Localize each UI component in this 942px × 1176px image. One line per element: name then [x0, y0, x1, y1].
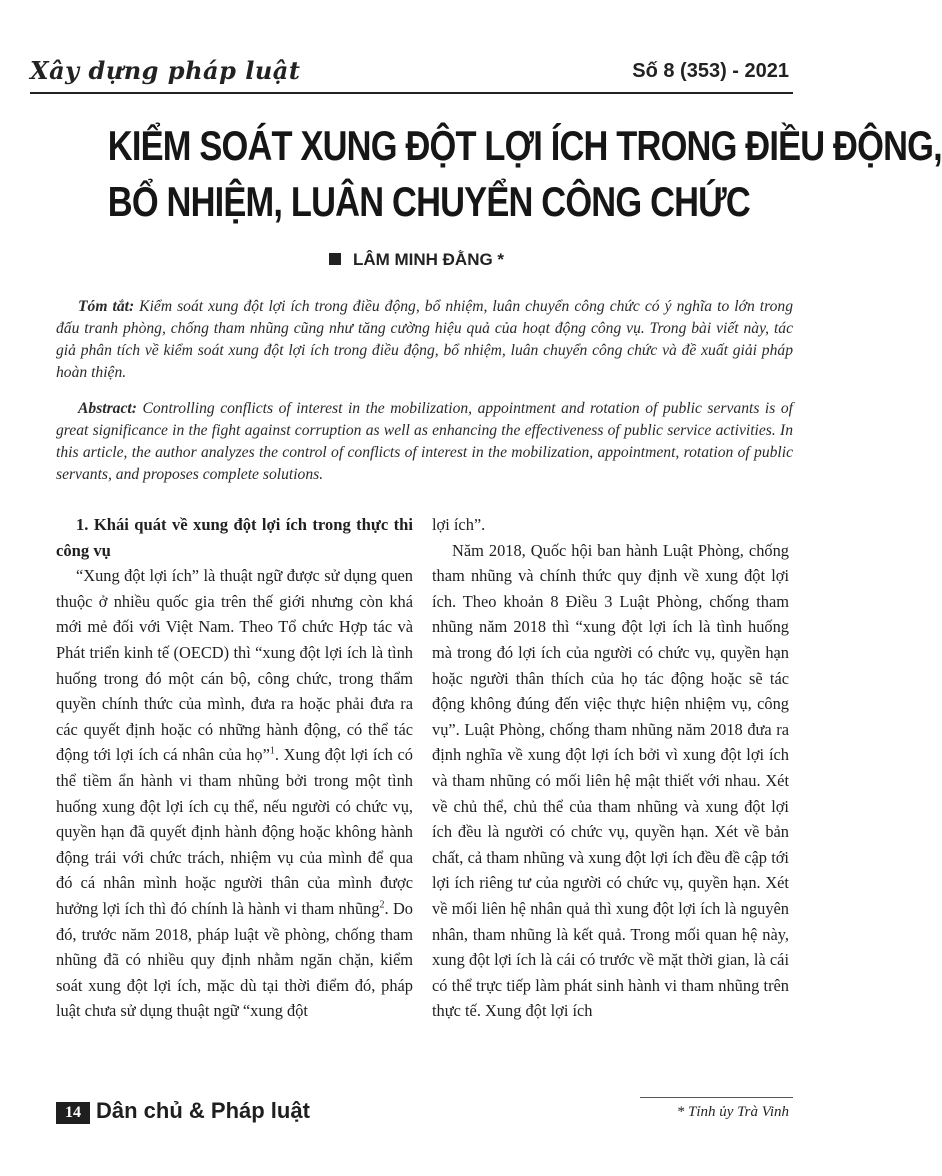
- author-footnote: * Tỉnh ủy Trà Vinh: [676, 1104, 789, 1120]
- body-paragraph: [56, 563, 413, 1024]
- footnote-ref-2: 2: [379, 899, 385, 911]
- author-line: [0, 250, 833, 270]
- paragraph-text: . Xung đột lợi ích có thể tiềm ẩn hành vi tham nhũng bởi trong một tình huống xung đột lợi ích cụ thể, nếu người có chức vụ, quyền hạn đã quyết định hành động hoặc không hành động trái với chức trách, nhiệm vụ của mình để qua đó cá nhân mình hoặc người thân của mình được hưởng lợi ích thì đó chính là hành vi tham nhũng: [56, 745, 413, 918]
- body-paragraph: lợi ích”.: [432, 515, 486, 534]
- abstract-english: [56, 398, 793, 486]
- issue-number: Số 8 (353) - 2021: [632, 60, 789, 82]
- magazine-name: Xây dựng pháp luật: [30, 56, 301, 85]
- footnote-divider: [640, 1097, 793, 1098]
- abstract-vietnamese: [56, 296, 793, 384]
- paragraph-text: . Do đó, trước năm 2018, pháp luật về phòng, chống tham nhũng đã có nhiều quy định nhằm ngăn chặn, kiểm soát xung đột lợi ích, mặc dù tại thời điểm đó, pháp luật chưa sử dụng thuật ngữ “xung đột: [56, 898, 413, 1021]
- abstract-en-label: Abstract:: [78, 400, 137, 417]
- title-line-1: KIỂM SOÁT XUNG ĐỘT LỢI ÍCH TRONG ĐIỀU ĐỘNG,: [107, 122, 942, 169]
- abstract-vi-text: Kiểm soát xung đột lợi ích trong điều động, bổ nhiệm, luân chuyển công chức có ý nghĩa to lớn trong đấu tranh phòng, chống tham nhũng cũng như tăng cường hiệu quả của hoạt động công vụ. Trong bài viết này, tác giả phân tích về kiểm soát xung đột lợi ích trong điều động, bổ nhiệm, luân chuyển công chức và đề xuất giải pháp hoàn thiện.: [56, 298, 793, 381]
- body-column-left: [56, 512, 413, 1024]
- section-heading: 1. Khái quát về xung đột lợi ích trong thực thi công vụ: [56, 515, 413, 560]
- article-title: [107, 118, 942, 230]
- abstract-vi-label: Tóm tắt:: [78, 298, 135, 315]
- author-name: LÂM MINH ĐẰNG *: [352, 250, 505, 269]
- footnote-ref-1: 1: [269, 745, 275, 757]
- body-paragraph: Năm 2018, Quốc hội ban hành Luật Phòng, chống tham nhũng và chính thức quy định về xung đột lợi ích. Theo khoản 8 Điều 3 Luật Phòng, chống tham nhũng năm 2018 thì “xung đột lợi ích là tình huống mà trong đó lợi ích của người có chức vụ, quyền hạn hoặc người thân thích của họ tác động hoặc sẽ tác động không đúng đến việc thực hiện nhiệm vụ, công vụ”. Luật Phòng, chống tham nhũng năm 2018 đưa ra định nghĩa về xung đột lợi ích bởi vì xung đột lợi ích và tham nhũng có mối liên hệ mật thiết với nhau. Xét về chủ thể, chủ thể của tham nhũng và xung đột lợi ích đều là người có chức vụ, quyền hạn. Xét về bản chất, cả tham nhũng và xung đột lợi ích đều đề cập tới lợi ích riêng tư của người có chức vụ, quyền hạn. Xét về mối liên hệ nhân quả thì xung đột lợi ích là nguyên nhân, tham nhũng là kết quả. Trong mối quan hệ này, xung đột lợi ích là cái có trước về mặt thời gian, là cái có thể trực tiếp làm phát sinh hành vi tham nhũng trên thực tế. Xung đột lợi ích: [432, 540, 789, 1021]
- publication-name: Dân chủ & Pháp luật: [96, 1098, 310, 1123]
- title-line-2: BỔ NHIỆM, LUÂN CHUYỂN CÔNG CHỨC: [107, 178, 750, 225]
- body-column-right: [432, 512, 789, 1024]
- header-divider: [30, 92, 793, 94]
- square-bullet-icon: [329, 253, 341, 265]
- paragraph-text: “Xung đột lợi ích” là thuật ngữ được sử dụng quen thuộc ở nhiều quốc gia trên thế giới nhưng còn khá mới mẻ đối với Việt Nam. Theo Tổ chức Hợp tác và Phát triển kinh tế (OECD) thì “xung đột lợi ích là tình huống trong đó một cán bộ, công chức, trong thẩm quyền chính thức của mình, đưa ra hoặc phải đưa ra các quyết định hoặc có những hành động, có thể tác động tới lợi ích cá nhân của họ”: [56, 566, 413, 765]
- page-number: 14: [56, 1102, 90, 1124]
- abstract-en-text: Controlling conflicts of interest in the mobilization, appointment and rotation of public servants is of great significance in the fight against corruption as well as enhancing the effectiveness of public service activities. In this article, the author analyzes the control of conflicts of interest in the mobilization, appointment, rotation of public servants, and proposes complete solutions.: [56, 400, 793, 483]
